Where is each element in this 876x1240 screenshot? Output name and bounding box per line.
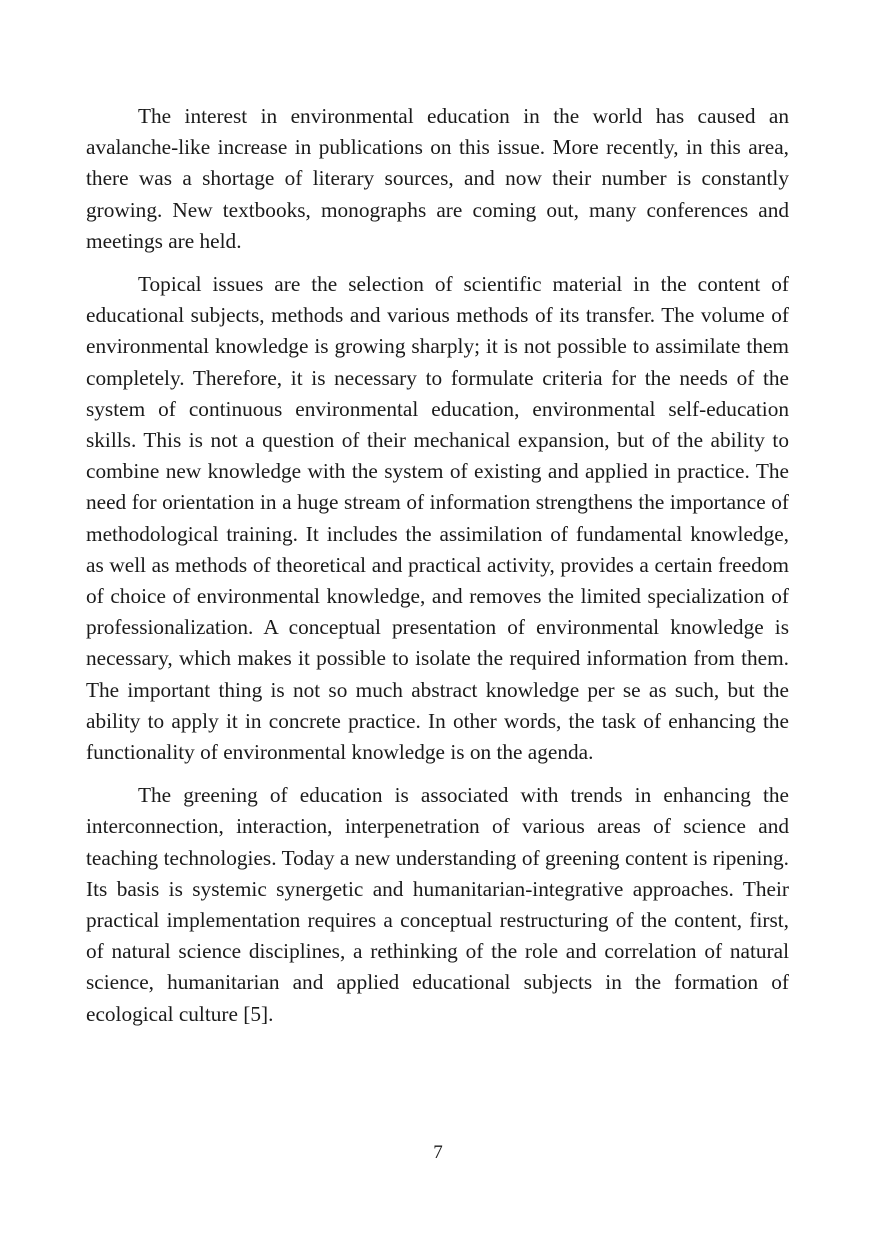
document-body — [86, 101, 789, 1042]
paragraph-1: The interest in environmental education in the world has caused an avalanche-like increase in publications on this issue. More recently, in this area, there was a shortage of literary sources, and now their number is constantly growing. New textbooks, monographs are coming out, many conferences and meetings are held. — [86, 104, 789, 253]
paragraph-3: The greening of education is associated with trends in enhancing the interconnection, interaction, interpenetration of various areas of science and teaching technologies. Today a new understanding of greening content is ripening. Its basis is systemic synergetic and humanitarian-integrative approaches. Their practical implementation requires a conceptual restructuring of the content, first, of natural science disciplines, a rethinking of the role and correlation of natural science, humanitarian and applied educational subjects in the formation of ecological culture [5]. — [86, 783, 789, 1026]
paragraph-2: Topical issues are the selection of scientific material in the content of educational subjects, methods and various methods of its transfer. The volume of environmental knowledge is growing sharply; it is not possible to assimilate them completely. Therefore, it is necessary to formulate criteria for the needs of the system of continuous environmental education, environmental self-education skills. This is not a question of their mechanical expansion, but of the ability to combine new knowledge with the system of existing and applied in practice. The need for orientation in a huge stream of information strengthens the importance of methodological training. It includes the assimilation of fundamental knowledge, as well as methods of theoretical and practical activity, provides a certain freedom of choice of environmental knowledge, and removes the limited specialization of professionalization. A conceptual presentation of environmental knowledge is necessary, which makes it possible to isolate the required information from them. The important thing is not so much abstract knowledge per se as such, but the ability to apply it in concrete practice. In other words, the task of enhancing the functionality of environmental knowledge is on the agenda. — [86, 272, 789, 765]
page-number: 7 — [433, 1142, 443, 1163]
